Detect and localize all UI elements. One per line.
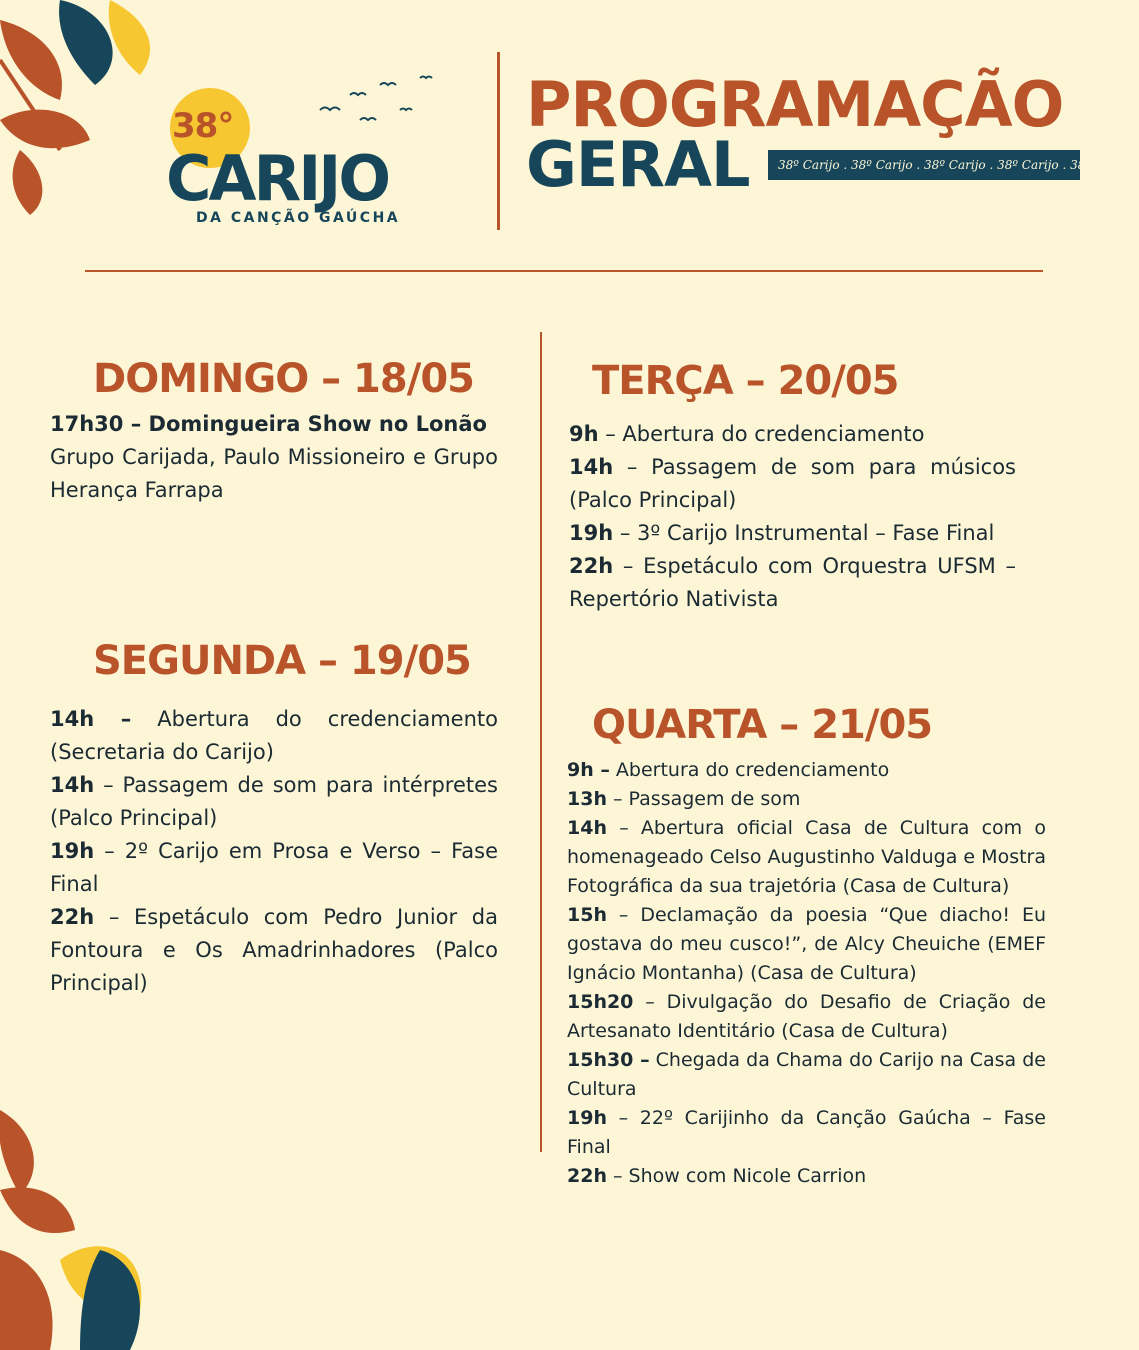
birds-icon — [300, 70, 450, 150]
event-item — [50, 901, 498, 1000]
event-item — [567, 1046, 1046, 1104]
decorative-leaves-bottom — [0, 1110, 200, 1350]
event-time: 19h — [569, 521, 614, 545]
day-title-quarta: QUARTA – 21/05 — [592, 702, 933, 748]
event-desc: – Passagem de som — [606, 788, 801, 810]
event-desc: – Espetáculo com Pedro Junior da Fontoura e Os Amadrinhadores (Palco Principal) — [50, 905, 498, 995]
events-domingo — [50, 408, 498, 507]
event-time: 19h — [567, 1107, 607, 1129]
event-time: 15h20 — [567, 991, 634, 1013]
event-desc: – 3º Carijo Instrumental – Fase Final — [613, 521, 995, 545]
event-desc: Abertura do credenciamento (Secretaria do Carijo) — [50, 707, 498, 764]
event-desc: – Declamação da poesia “Que diacho! Eu gostava do meu cusco!”, de Alcy Cheuiche (EMEF Ignácio Montanha) (Casa de Cultura) — [567, 904, 1046, 984]
day-title-segunda: SEGUNDA – 19/05 — [93, 638, 471, 684]
event-item — [569, 550, 1016, 616]
column-divider — [540, 332, 542, 1152]
event-desc: Abertura do credenciamento — [609, 759, 890, 781]
event-time: 15h — [567, 904, 607, 926]
event-item — [50, 703, 498, 769]
event-item — [567, 1162, 1046, 1191]
event-item — [569, 451, 1016, 517]
event-desc: – 2º Carijo em Prosa e Verso – Fase Final — [50, 839, 498, 896]
logo-wordmark: CARIJO — [166, 142, 389, 215]
event-item — [569, 418, 1016, 451]
event-desc: – 22º Carijinho da Canção Gaúcha – Fase Final — [567, 1107, 1046, 1158]
event-desc: – Passagem de som para intérpretes (Palco Principal) — [50, 773, 498, 830]
event-time: 22h — [569, 554, 614, 578]
event-desc: – Espetáculo com Orquestra UFSM – Repertório Nativista — [569, 554, 1016, 611]
event-item — [50, 769, 498, 835]
event-item — [50, 835, 498, 901]
event-time: 13h — [567, 788, 607, 810]
event-desc: – Passagem de som para músicos (Palco Principal) — [569, 455, 1016, 512]
event-logo — [150, 70, 460, 240]
events-terca — [569, 418, 1016, 616]
logo-edition: 38° — [172, 106, 234, 146]
event-time: 22h — [50, 905, 95, 929]
event-time: 22h — [567, 1165, 607, 1187]
events-segunda — [50, 703, 498, 1000]
event-desc: – Abertura oficial Casa de Cultura com o homenageado Celso Augustinho Valduga e Mostra Fotográfica da sua trajetória (Casa de Cultura) — [567, 817, 1046, 897]
event-desc: Grupo Carijada, Paulo Missioneiro e Grupo Herança Farrapa — [50, 445, 498, 502]
event-item — [567, 756, 1046, 785]
event-item — [567, 988, 1046, 1046]
logo-subtitle: DA CANÇÃO GAÚCHA — [196, 210, 401, 226]
events-quarta — [567, 756, 1046, 1191]
page-title-line1: PROGRAMAÇÃO — [526, 68, 1064, 141]
event-item — [567, 901, 1046, 988]
event-time: 14h — [569, 455, 614, 479]
ribbon-banner: 38º Carijo . 38º Carijo . 38º Carijo . 38º Carijo . 38º Carijo . — [768, 150, 1080, 180]
event-time: 14h – — [50, 707, 132, 731]
day-title-domingo: DOMINGO – 18/05 — [93, 356, 474, 402]
event-desc: – Abertura do credenciamento — [598, 422, 925, 446]
event-time: 9h — [569, 422, 599, 446]
horizontal-divider — [85, 270, 1043, 272]
event-item — [567, 1104, 1046, 1162]
day-title-terca: TERÇA – 20/05 — [592, 358, 899, 404]
page-title-line2: GERAL — [526, 128, 750, 201]
event-desc: – Divulgação do Desafio de Criação de Artesanato Identitário (Casa de Cultura) — [567, 991, 1046, 1042]
event-desc: – Show com Nicole Carrion — [606, 1165, 867, 1187]
event-time: 14h — [50, 773, 95, 797]
event-time: 14h — [567, 817, 607, 839]
event-item — [567, 814, 1046, 901]
event-desc: Chegada da Chama do Carijo na Casa de Cultura — [567, 1049, 1046, 1100]
event-time: 9h – — [567, 759, 610, 781]
event-item — [50, 408, 498, 507]
event-item — [567, 785, 1046, 814]
event-time: 19h — [50, 839, 95, 863]
event-item — [569, 517, 1016, 550]
event-time: 17h30 – Domingueira Show no Lonão — [50, 412, 487, 436]
header-divider — [497, 52, 500, 230]
event-time: 15h30 – — [567, 1049, 650, 1071]
